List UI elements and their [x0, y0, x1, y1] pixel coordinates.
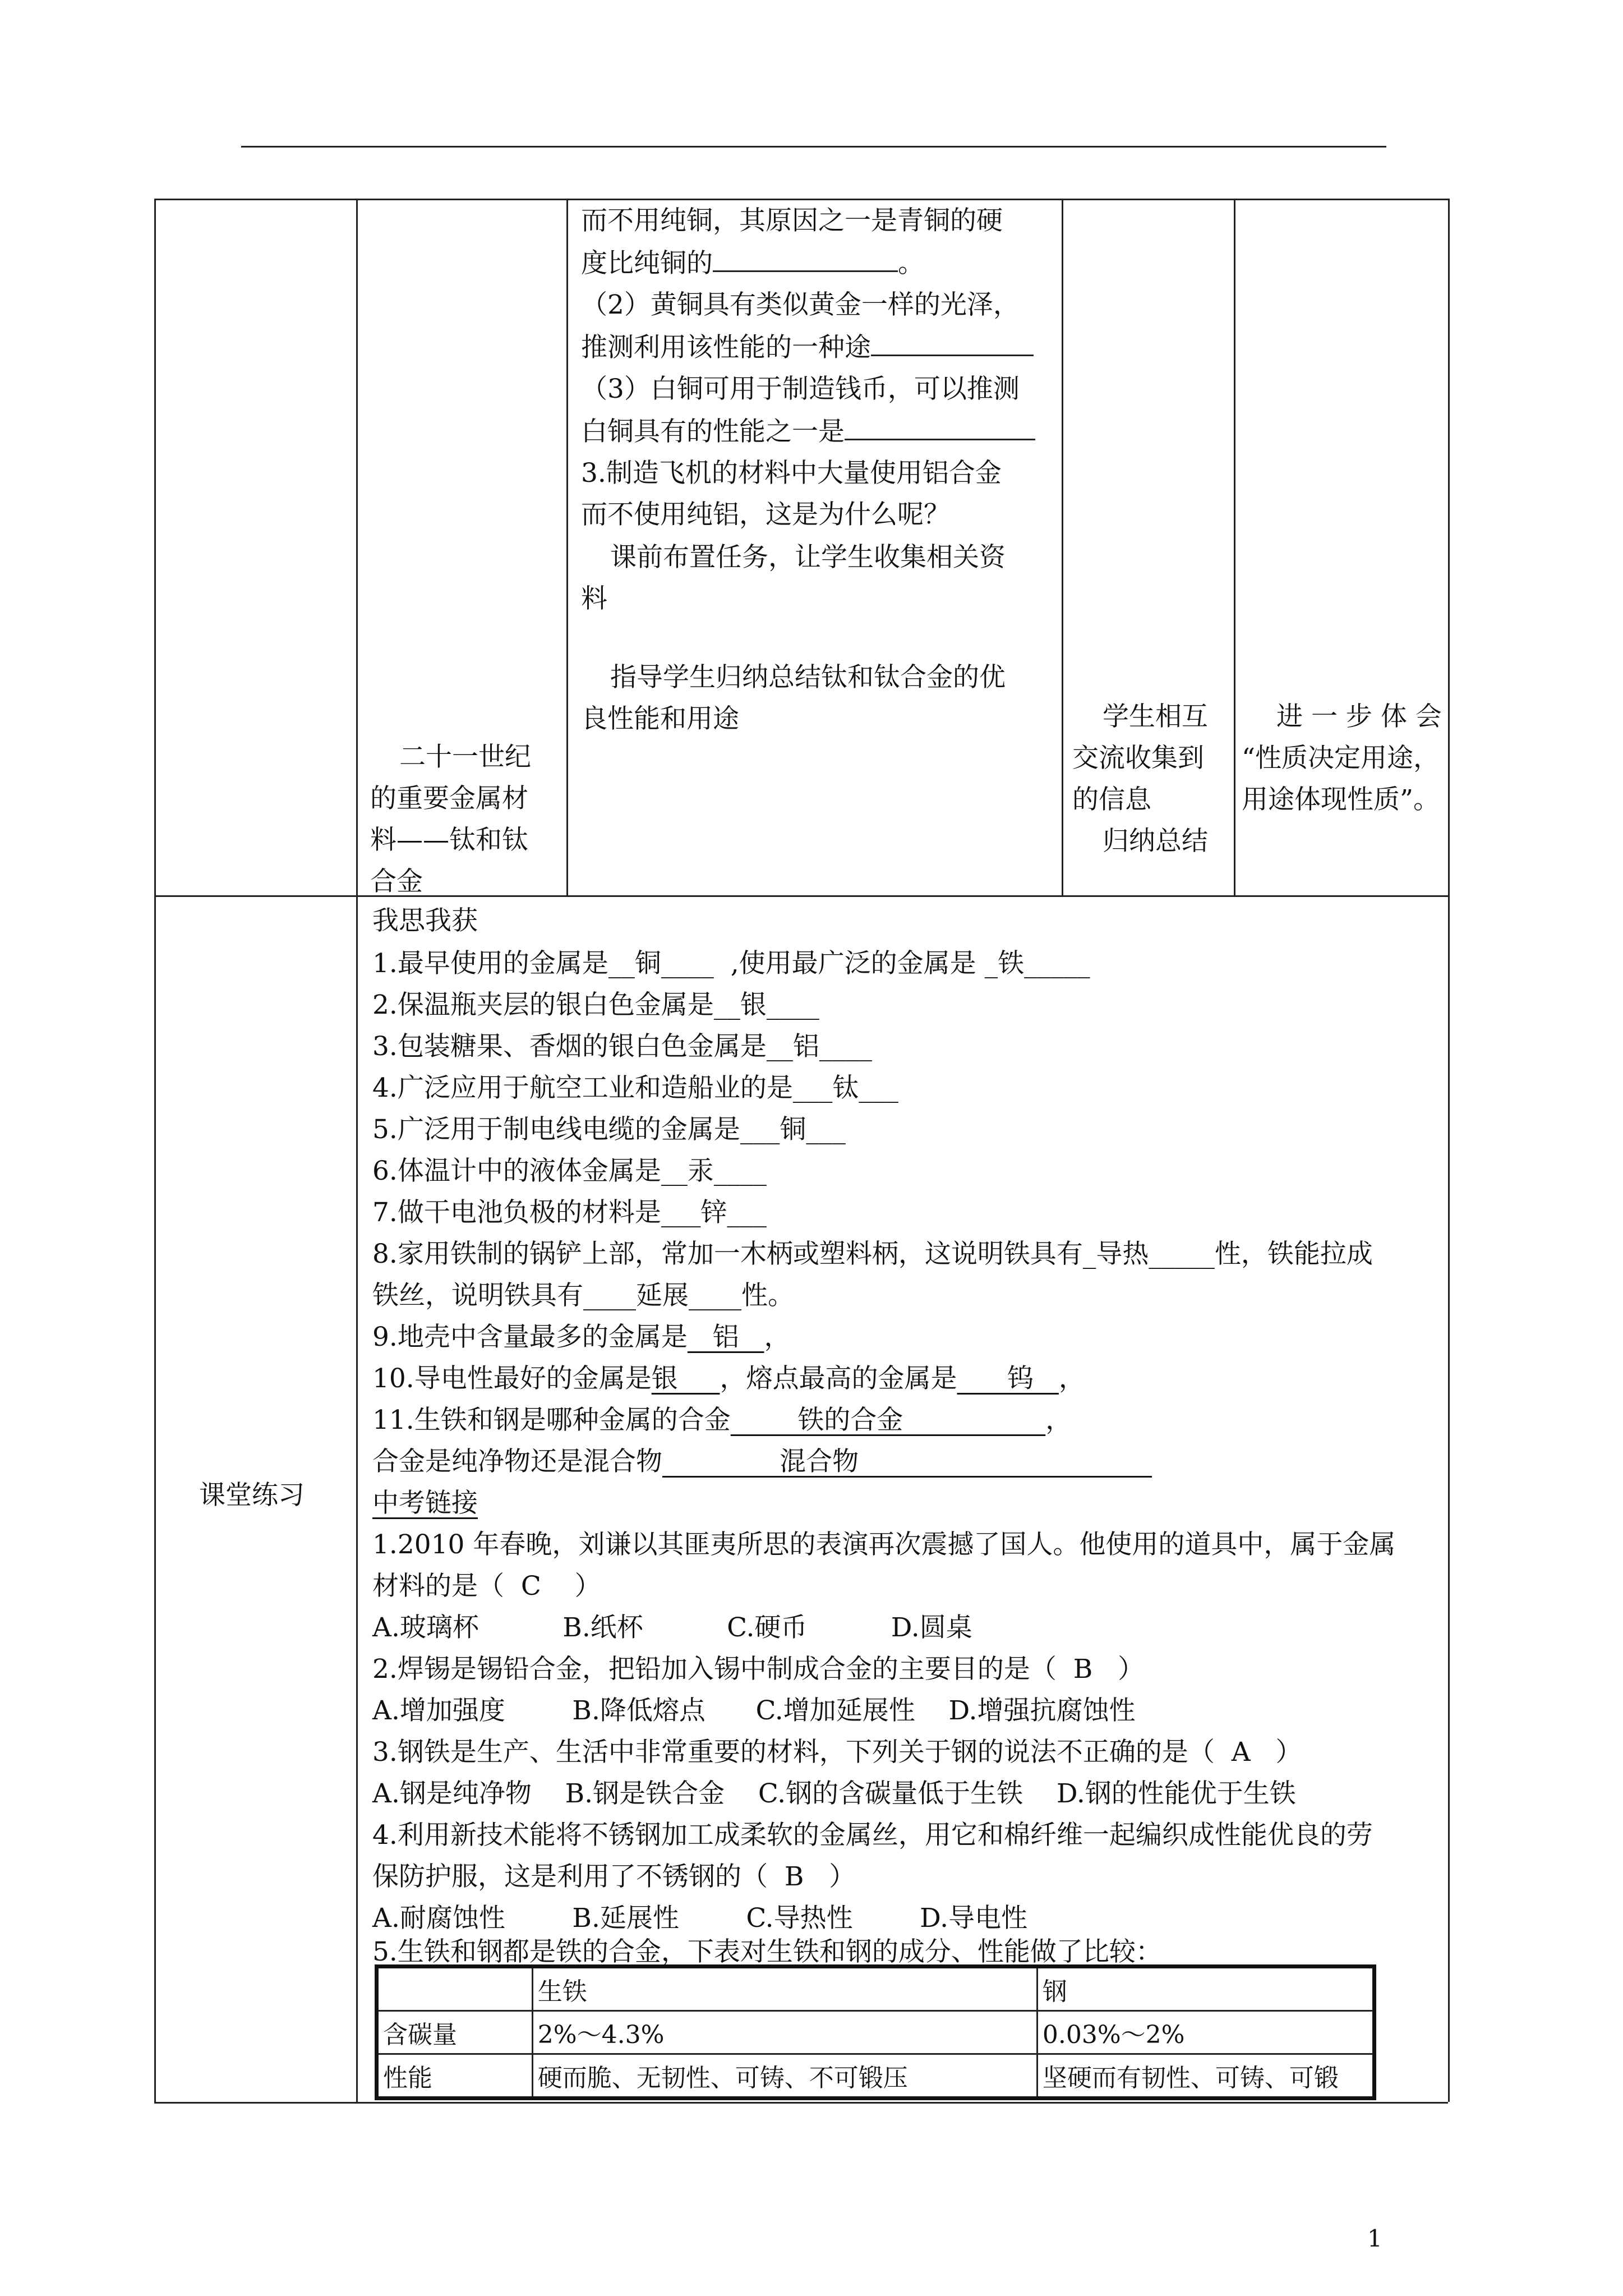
student-line: 的信息	[1072, 784, 1151, 815]
exercise-line: 8.家用铁制的锅铲上部，常加一木柄或塑料柄，这说明铁具有_导热_____性，铁能拉成	[372, 1239, 1373, 1269]
table-left-border	[154, 199, 156, 2102]
table-cell: 0.03%～2%	[1037, 2011, 1374, 2054]
exercise-line: 7.做干电池负极的材料是___锌___	[372, 1197, 767, 1228]
table-cell: 含碳量	[377, 2011, 533, 2054]
teacher-text: 白铜具有的性能之一是	[581, 416, 845, 447]
table-header-cell	[377, 1967, 533, 2011]
teacher-line: （2）黄铜具有类似黄金一样的光泽，	[581, 289, 1020, 320]
answer-blank	[845, 409, 1035, 440]
comparison-table	[375, 1964, 1376, 2100]
teacher-line: 课前布置任务，让学生收集相关资	[610, 542, 1006, 573]
column-divider-4	[1234, 199, 1235, 895]
row-divider	[154, 895, 1448, 897]
section-heading: 我思我获	[372, 905, 478, 936]
teacher-line	[581, 241, 924, 285]
student-line: 交流收集到	[1072, 743, 1204, 774]
section-label: 课堂练习	[199, 1480, 305, 1511]
exercise-line: 铁丝，说明铁具有____延展____性。	[372, 1280, 794, 1311]
student-line: 学生相互	[1103, 701, 1208, 732]
table-header-cell: 钢	[1037, 1967, 1374, 2011]
teacher-text: 。	[898, 248, 924, 279]
q10-answer-1: 银	[651, 1363, 720, 1394]
table-row	[377, 2054, 1375, 2099]
question-line: 保防护服，这是利用了不锈钢的（ B ）	[372, 1861, 856, 1892]
table-cell: 坚硬而有韧性、可铸、可锻	[1037, 2054, 1374, 2099]
question-options: A.耐腐蚀性 B.延展性 C.导热性 D.导电性	[372, 1903, 1028, 1934]
table-row	[377, 2011, 1375, 2054]
table-cell: 硬而脆、无韧性、可铸、不可锻压	[532, 2054, 1037, 2099]
q11b-answer: 混合物	[662, 1446, 1152, 1477]
teacher-text: 度比纯铜的	[581, 248, 713, 279]
q11-suffix: ，	[1045, 1405, 1072, 1435]
header-rule	[241, 146, 1386, 148]
intent-line: “性质决定用途，	[1242, 743, 1440, 774]
exercise-line: 5.广泛用于制电线电缆的金属是___铜___	[372, 1114, 846, 1145]
answer-blank	[713, 241, 898, 272]
question-options: A.钢是纯净物 B.钢是铁合金 C.钢的含碳量低于生铁 D.钢的性能优于生铁	[372, 1778, 1296, 1809]
q11-prefix: 11.生铁和钢是哪种金属的合金	[372, 1405, 731, 1435]
teacher-line: 而不使用纯铝，这是为什么呢？	[581, 499, 950, 530]
page-number: 1	[1367, 2225, 1382, 2252]
table-header-cell: 生铁	[532, 1967, 1037, 2011]
exercise-line-11b	[372, 1441, 1152, 1483]
column-divider-2	[566, 199, 568, 895]
question-line: 1.2010 年春晚，刘谦以其匪夷所思的表演再次震撼了国人。他使用的道具中，属于金属	[372, 1529, 1396, 1560]
intent-line: 用途体现性质”。	[1242, 784, 1440, 815]
student-line: 归纳总结	[1103, 826, 1208, 857]
teacher-line: 良性能和用途	[581, 703, 739, 734]
teacher-text: 推测利用该性能的一种途	[581, 332, 871, 363]
exercise-line-10	[372, 1358, 1085, 1400]
topic-line: 料——钛和钛	[370, 825, 528, 855]
exercise-line: 1.最早使用的金属是__铜____ ,使用最广泛的金属是 _铁_____	[372, 948, 1090, 979]
q10-mid: ，熔点最高的金属是	[720, 1363, 957, 1394]
topic-line: 合金	[370, 866, 423, 897]
table-right-border	[1448, 199, 1450, 2102]
table-header-row	[377, 1967, 1375, 2011]
q9-suffix: ，	[764, 1322, 791, 1352]
teacher-line: 料	[581, 583, 607, 614]
exercise-line: 6.体温计中的液体金属是__汞____	[372, 1156, 767, 1186]
teacher-line: （3）白铜可用于制造钱币，可以推测	[581, 374, 1020, 404]
table-cell: 2%～4.3%	[532, 2011, 1037, 2054]
q9-answer: 铝	[687, 1322, 764, 1352]
q10-prefix: 10.导电性最好的金属是	[372, 1363, 652, 1394]
answer-blank	[871, 325, 1034, 356]
intent-line: 进 一 步 体 会	[1276, 701, 1442, 732]
topic-line: 的重要金属材	[370, 783, 528, 814]
column-divider-3	[1062, 199, 1063, 895]
question-line: 5.生铁和钢都是铁的合金，下表对生铁和钢的成分、性能做了比较：	[372, 1936, 1162, 1967]
exercise-line: 4.广泛应用于航空工业和造船业的是___钛___	[372, 1073, 898, 1103]
question-line: 2.焊锡是锡铅合金，把铅加入锡中制成合金的主要目的是（ B ）	[372, 1654, 1145, 1685]
q9-prefix: 9.地壳中含量最多的金属是	[372, 1322, 688, 1352]
column-divider-1	[356, 199, 358, 2102]
exercise-line-9	[372, 1316, 790, 1359]
exercise-line-11	[372, 1399, 1072, 1442]
exercise-line: 3.包装糖果、香烟的银白色金属是__铝____	[372, 1031, 872, 1062]
exercise-line: 2.保温瓶夹层的银白色金属是__银____	[372, 990, 819, 1020]
question-line: 4.利用新技术能将不锈钢加工成柔软的金属丝，用它和棉纤维一起编织成性能优良的劳	[372, 1820, 1373, 1851]
question-line: 材料的是（ C ）	[372, 1571, 601, 1602]
teacher-line: 而不用纯铜，其原因之一是青铜的硬	[581, 205, 1003, 236]
question-options: A.增加强度 B.降低熔点 C.增加延展性 D.增强抗腐蚀性	[372, 1695, 1136, 1726]
question-options: A.玻璃杯 B.纸杯 C.硬币 D.圆桌	[372, 1612, 972, 1643]
q11b-prefix: 合金是纯净物还是混合物	[372, 1446, 662, 1477]
teacher-line: 指导学生归纳总结钛和钛合金的优	[610, 662, 1006, 693]
q11-answer: 铁的合金	[730, 1405, 1046, 1435]
teacher-line	[581, 409, 1035, 453]
teacher-line: 3.制造飞机的材料中大量使用铝合金	[581, 458, 1002, 489]
table-bottom-border	[154, 2102, 1448, 2104]
q10-answer-2: 钨	[957, 1363, 1059, 1394]
q10-suffix: ，	[1058, 1363, 1085, 1394]
exam-link-heading: 中考链接	[372, 1488, 478, 1519]
table-cell: 性能	[377, 2054, 533, 2099]
topic-line: 二十一世纪	[399, 742, 531, 772]
teacher-line	[581, 325, 1034, 369]
question-line: 3.钢铁是生产、生活中非常重要的材料，下列关于钢的说法不正确的是（ A ）	[372, 1737, 1302, 1768]
